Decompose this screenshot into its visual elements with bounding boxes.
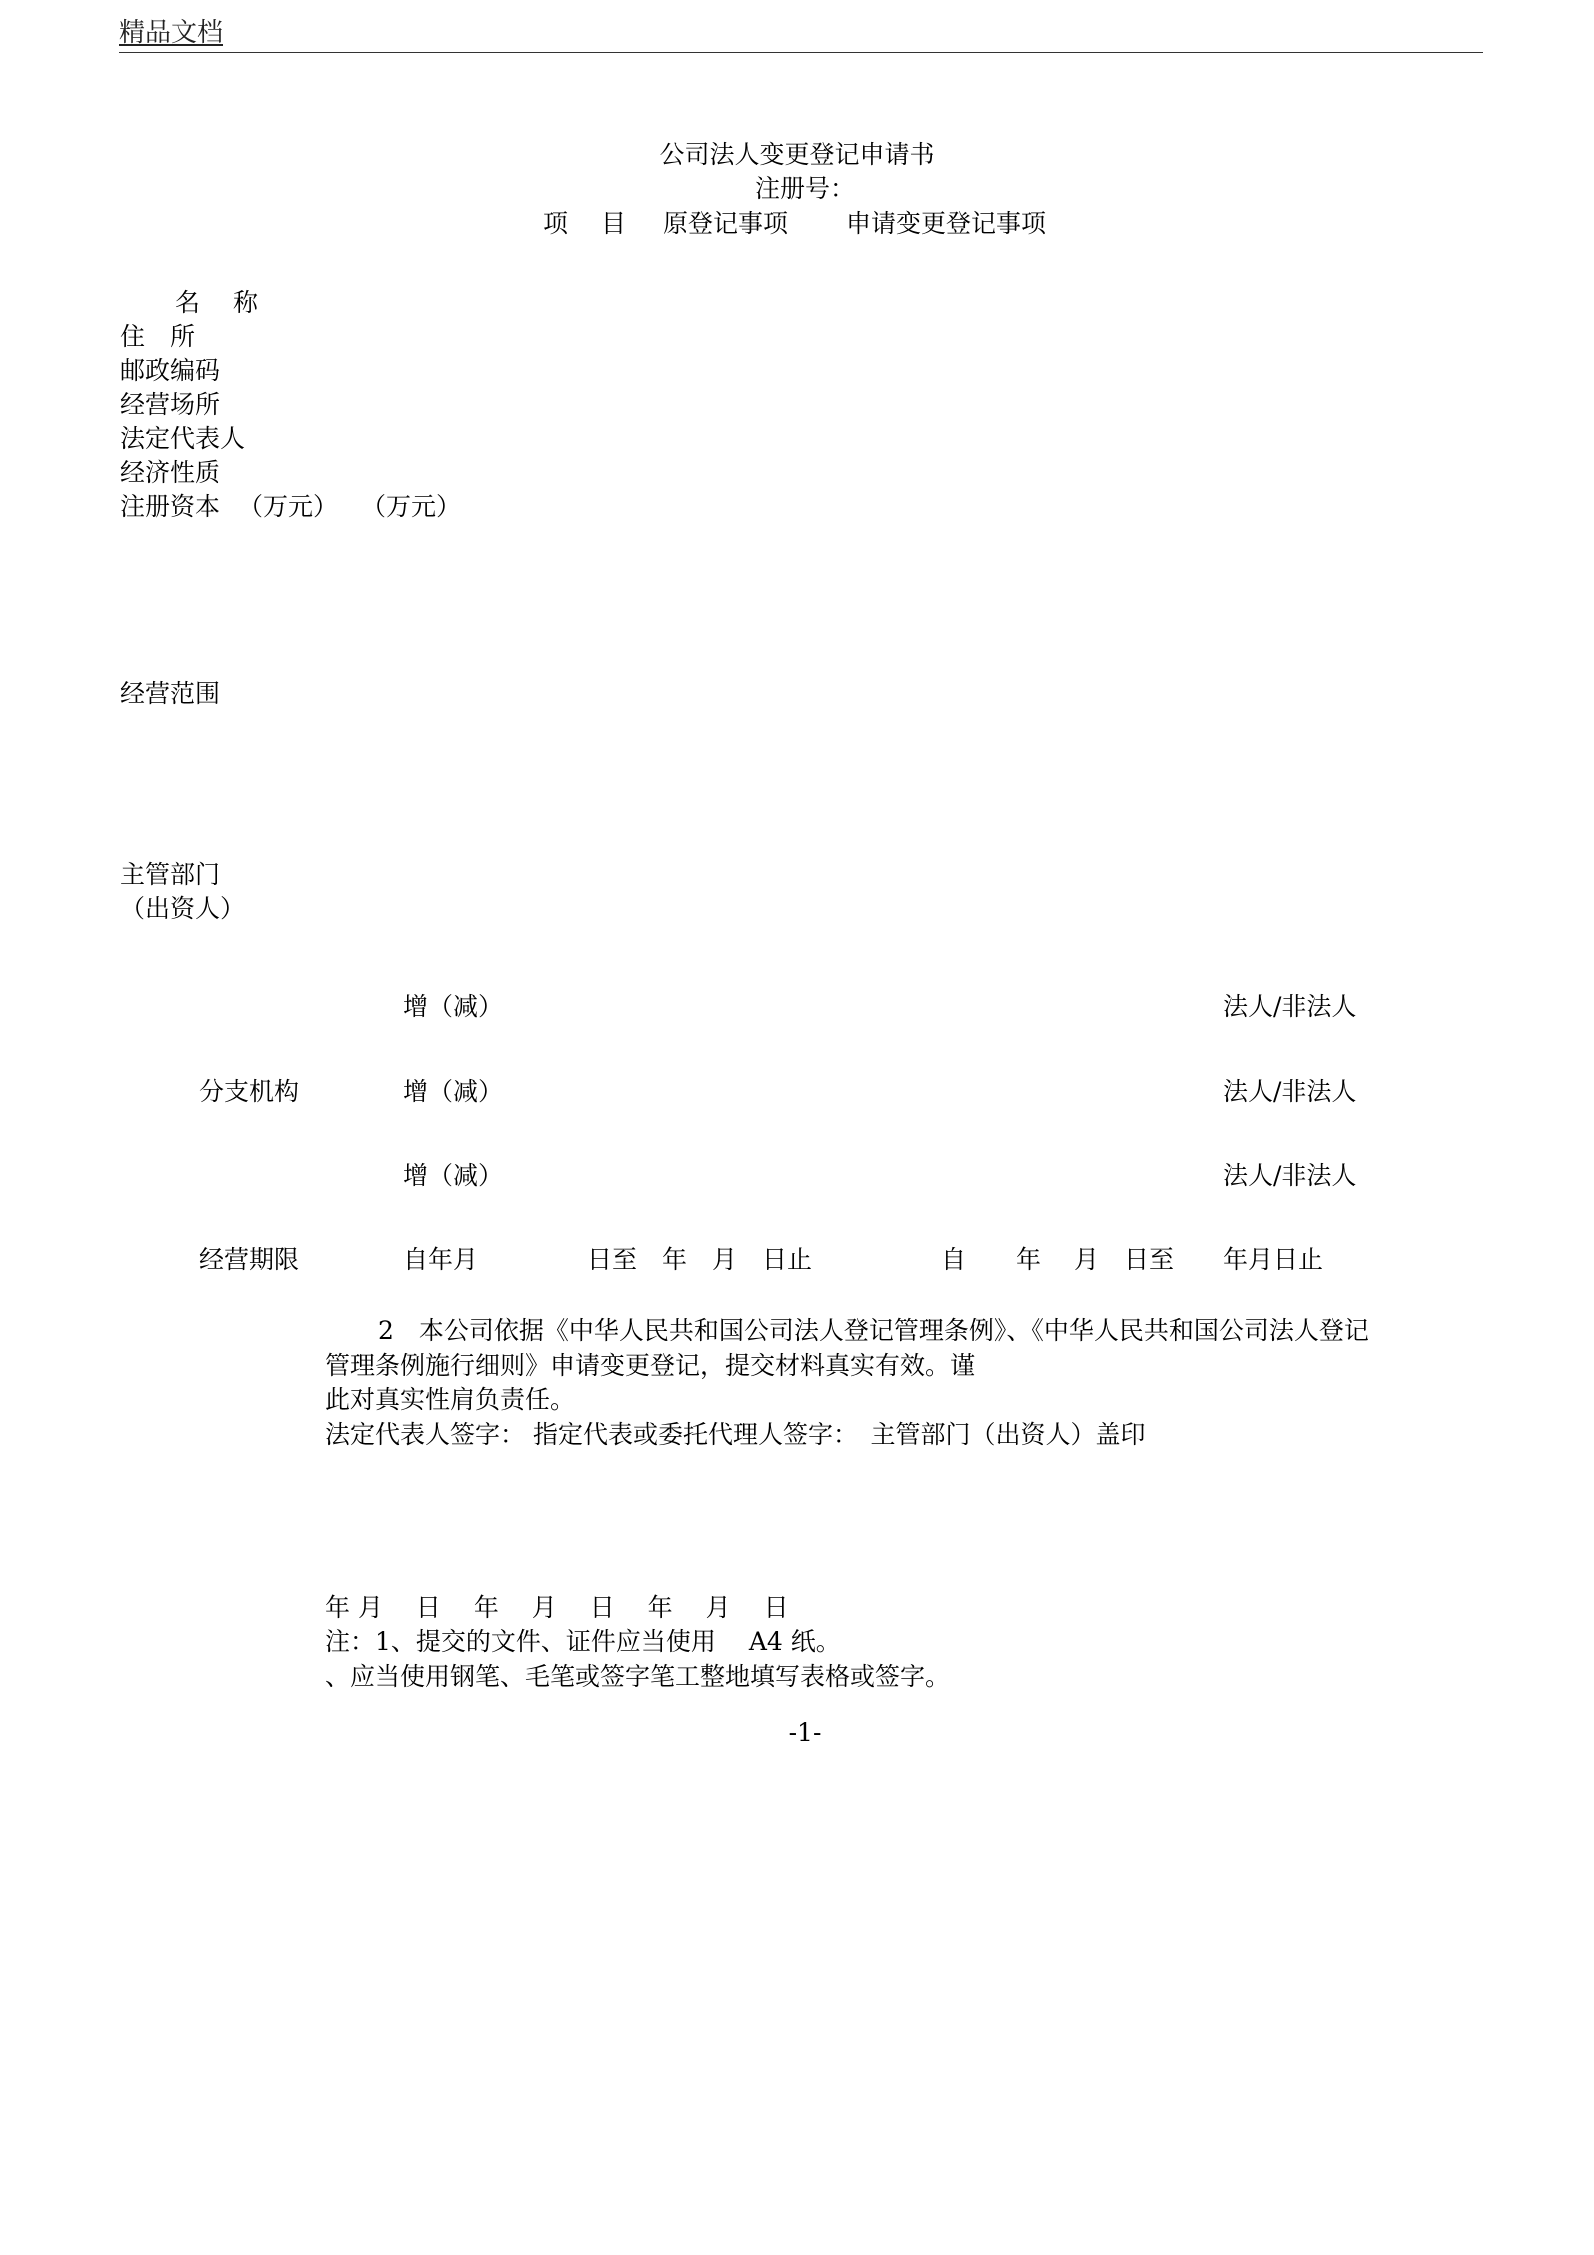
term-change-to: 年月日止 [1223, 1245, 1324, 1274]
registration-number-label: 注册号： [754, 174, 855, 203]
branch-type-2: 法人/非法人 [1223, 1077, 1357, 1106]
header-label: 精品文档 [119, 18, 224, 48]
note-line-2: 、应当使用钢笔、毛笔或签字笔工整地填写表格或签字。 [325, 1662, 951, 1691]
branch-label: 分支机构 [199, 1077, 300, 1106]
field-premises-label: 经营场所 [120, 390, 221, 419]
header-rule [119, 52, 1483, 53]
term-original-to: 日至 年 月 日止 [587, 1245, 813, 1274]
field-address-label: 住 所 [120, 322, 196, 351]
field-authority-sub-label: （出资人） [120, 894, 246, 923]
declaration-line-1: 2 本公司依据《中华人民共和国公司法人登记管理条例》、《中华人民共和国公司法人登记 [378, 1316, 1369, 1345]
field-legal-rep-label: 法定代表人 [120, 424, 246, 453]
note-line-1: 注：1、提交的文件、证件应当使用 A4 纸。 [325, 1627, 841, 1656]
branch-change-3: 增（减） [403, 1161, 504, 1190]
branch-type-1: 法人/非法人 [1223, 992, 1357, 1021]
column-original-header: 原登记事项 [663, 209, 789, 238]
signature-labels: 法定代表人签字： 指定代表或委托代理人签字： 主管部门（出资人）盖印 [325, 1420, 1146, 1449]
column-change-header: 申请变更登记事项 [846, 209, 1047, 238]
term-change-from: 自 年 月 日至 [941, 1245, 1174, 1274]
date-fields: 年 月 日 年 月 日 年 月 日 [325, 1593, 789, 1622]
field-postcode-label: 邮政编码 [120, 356, 221, 385]
term-original-from: 自年月 [403, 1245, 479, 1274]
field-econ-nature-label: 经济性质 [120, 458, 221, 487]
unit-original: （万元） [238, 492, 339, 521]
declaration-line-2: 管理条例施行细则》申请变更登记，提交材料真实有效。谨 [325, 1351, 976, 1380]
branch-change-2: 增（减） [403, 1077, 504, 1106]
field-reg-capital-label: 注册资本 [120, 492, 221, 521]
page-number: -1- [788, 1718, 822, 1747]
branch-change-1: 增（减） [403, 992, 504, 1021]
column-item-header: 项 目 [543, 209, 626, 238]
unit-change: （万元） [361, 492, 462, 521]
form-title: 公司法人变更登记申请书 [659, 140, 935, 169]
field-authority-label: 主管部门 [120, 860, 221, 889]
branch-type-3: 法人/非法人 [1223, 1161, 1357, 1190]
field-scope-label: 经营范围 [120, 679, 221, 708]
field-name-label: 名 称 [175, 288, 258, 317]
declaration-line-3: 此对真实性肩负责任。 [325, 1385, 576, 1414]
term-label: 经营期限 [199, 1245, 300, 1274]
